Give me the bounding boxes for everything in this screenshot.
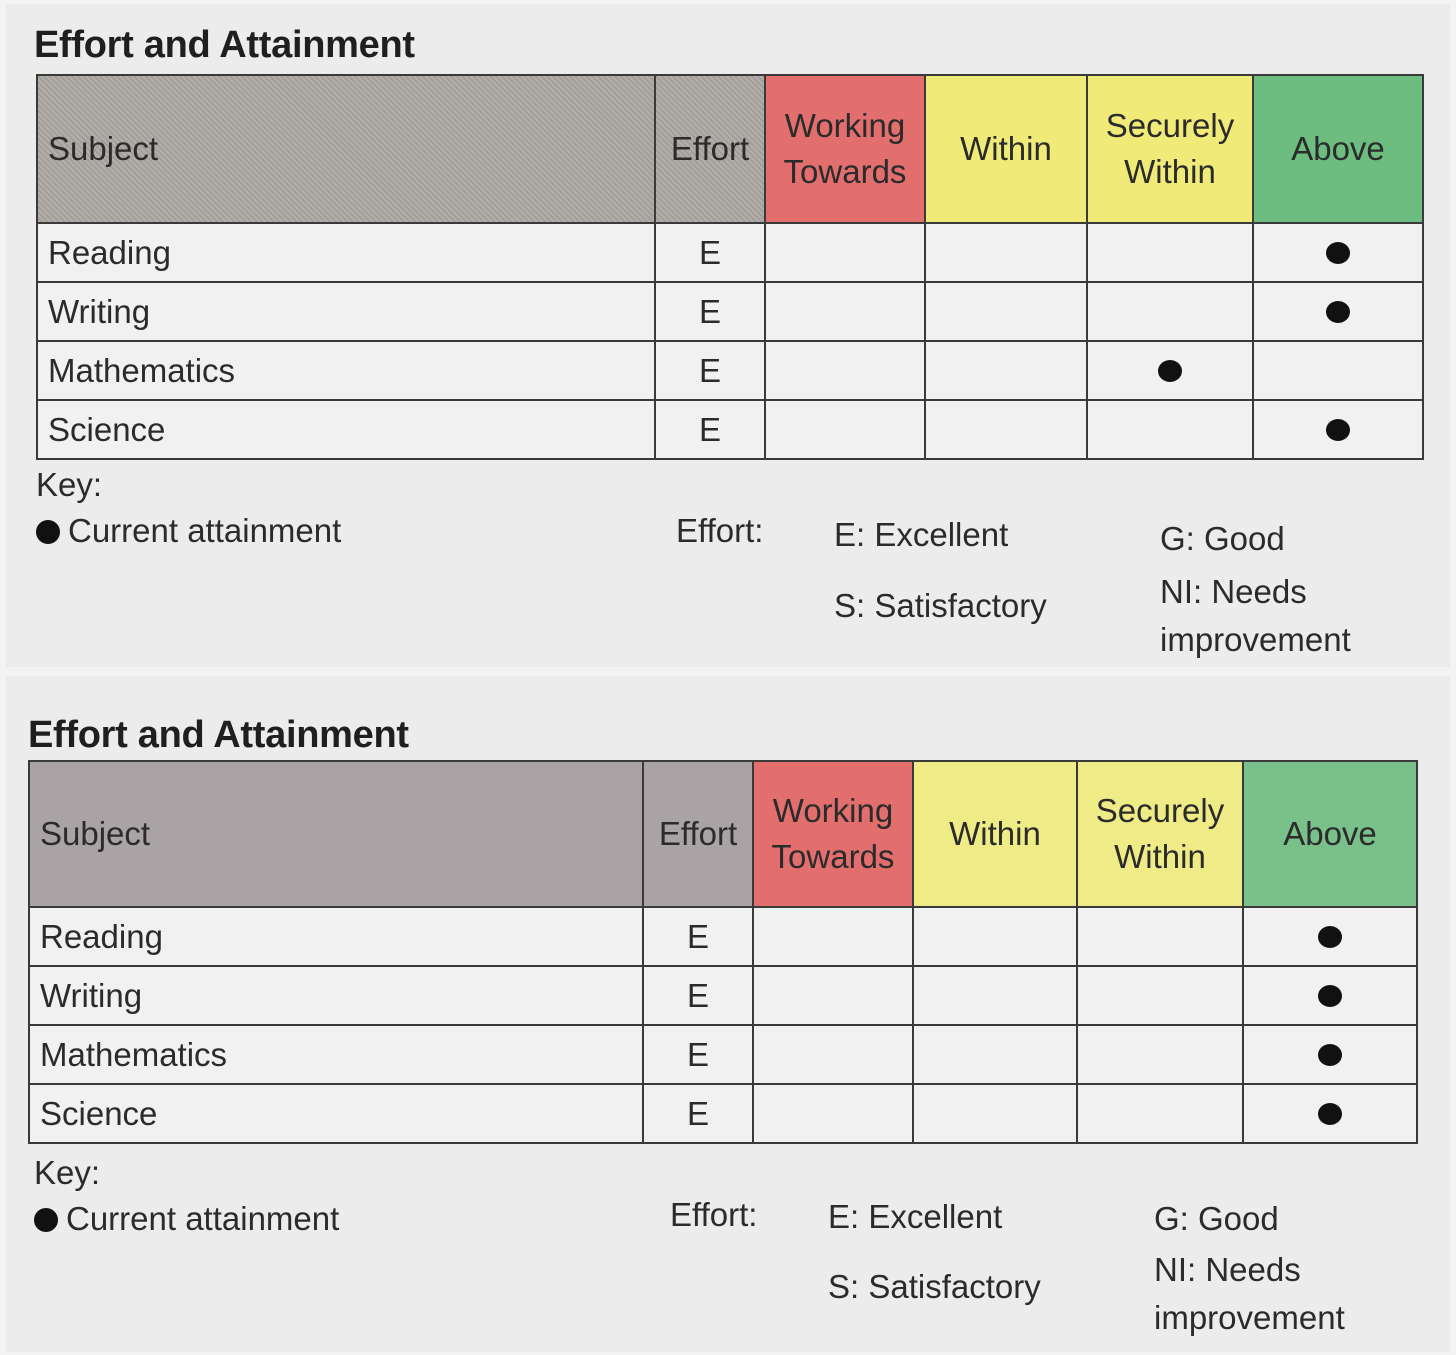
above-cell xyxy=(1243,1025,1417,1084)
working-towards-cell xyxy=(753,966,913,1025)
header-effort: Effort xyxy=(643,761,753,907)
header-working-towards: Working Towards xyxy=(765,75,925,223)
attainment-marker-icon xyxy=(1158,360,1182,382)
subject-cell: Writing xyxy=(37,282,655,341)
attainment-table xyxy=(28,760,1418,1144)
key-excellent: E: Excellent xyxy=(828,1198,1003,1235)
key-label: Key: xyxy=(34,1154,101,1191)
within-cell xyxy=(913,966,1077,1025)
attainment-marker-icon xyxy=(1318,985,1342,1007)
securely-within-cell xyxy=(1087,341,1253,400)
key-effort-label: Effort: xyxy=(670,1196,758,1233)
table-row xyxy=(29,907,1417,966)
key-good: G: Good xyxy=(1160,520,1285,557)
attainment-table xyxy=(36,74,1424,460)
above-cell xyxy=(1253,282,1423,341)
working-towards-cell xyxy=(765,400,925,459)
securely-within-cell xyxy=(1087,400,1253,459)
table-row xyxy=(37,223,1423,282)
within-cell xyxy=(925,400,1087,459)
attainment-marker-icon xyxy=(1326,301,1350,323)
working-towards-cell xyxy=(753,1025,913,1084)
securely-within-cell xyxy=(1077,1084,1243,1143)
header-subject: Subject xyxy=(37,75,655,223)
header-working-towards: Working Towards xyxy=(753,761,913,907)
key-needs-improvement: NI: Needs improvement xyxy=(1160,573,1351,658)
header-effort: Effort xyxy=(655,75,765,223)
key-needs-improvement: NI: Needs improvement xyxy=(1154,1251,1345,1336)
effort-cell: E xyxy=(643,966,753,1025)
attainment-marker-icon xyxy=(1318,1103,1342,1125)
header-within: Within xyxy=(913,761,1077,907)
subject-cell: Mathematics xyxy=(29,1025,643,1084)
within-cell xyxy=(925,341,1087,400)
working-towards-cell xyxy=(765,282,925,341)
report-panel-bottom xyxy=(6,676,1450,1352)
key-excellent: E: Excellent xyxy=(834,516,1009,553)
attainment-marker-icon xyxy=(1318,1044,1342,1066)
table-row xyxy=(29,1084,1417,1143)
working-towards-cell xyxy=(753,1084,913,1143)
effort-cell: E xyxy=(655,223,765,282)
header-securely-within: Securely Within xyxy=(1077,761,1243,907)
table-body xyxy=(37,223,1423,459)
above-cell xyxy=(1253,223,1423,282)
effort-cell: E xyxy=(655,400,765,459)
securely-within-cell xyxy=(1087,282,1253,341)
above-cell xyxy=(1253,400,1423,459)
header-above: Above xyxy=(1253,75,1423,223)
above-cell xyxy=(1243,907,1417,966)
working-towards-cell xyxy=(753,907,913,966)
bullet-icon xyxy=(36,520,60,544)
attainment-marker-icon xyxy=(1326,419,1350,441)
subject-cell: Reading xyxy=(37,223,655,282)
within-cell xyxy=(913,1084,1077,1143)
securely-within-cell xyxy=(1077,907,1243,966)
securely-within-cell xyxy=(1087,223,1253,282)
working-towards-cell xyxy=(765,223,925,282)
table-row xyxy=(37,282,1423,341)
key-effort-label: Effort: xyxy=(676,512,764,549)
table-row xyxy=(29,1025,1417,1084)
within-cell xyxy=(925,282,1087,341)
report-panel-top xyxy=(6,4,1450,667)
table-row xyxy=(37,400,1423,459)
table-row xyxy=(29,966,1417,1025)
above-cell xyxy=(1243,1084,1417,1143)
table-body xyxy=(29,907,1417,1143)
key-label: Key: xyxy=(36,466,103,503)
effort-cell: E xyxy=(643,1025,753,1084)
effort-cell: E xyxy=(655,341,765,400)
key-current-attainment: Current attainment xyxy=(34,1200,339,1238)
section-title: Effort and Attainment xyxy=(34,24,415,66)
effort-cell: E xyxy=(643,907,753,966)
header-above: Above xyxy=(1243,761,1417,907)
subject-cell: Mathematics xyxy=(37,341,655,400)
subject-cell: Science xyxy=(29,1084,643,1143)
header-securely-within: Securely Within xyxy=(1087,75,1253,223)
securely-within-cell xyxy=(1077,1025,1243,1084)
subject-cell: Science xyxy=(37,400,655,459)
attainment-marker-icon xyxy=(1318,926,1342,948)
within-cell xyxy=(913,907,1077,966)
effort-cell: E xyxy=(643,1084,753,1143)
bullet-icon xyxy=(34,1208,58,1232)
header-within: Within xyxy=(925,75,1087,223)
above-cell xyxy=(1243,966,1417,1025)
working-towards-cell xyxy=(765,341,925,400)
attainment-marker-icon xyxy=(1326,242,1350,264)
section-title: Effort and Attainment xyxy=(28,714,409,756)
above-cell xyxy=(1253,341,1423,400)
effort-cell: E xyxy=(655,282,765,341)
key-good: G: Good xyxy=(1154,1200,1279,1237)
within-cell xyxy=(913,1025,1077,1084)
subject-cell: Reading xyxy=(29,907,643,966)
key-satisfactory: S: Satisfactory xyxy=(828,1268,1041,1305)
header-subject: Subject xyxy=(29,761,643,907)
securely-within-cell xyxy=(1077,966,1243,1025)
within-cell xyxy=(925,223,1087,282)
key-current-attainment: Current attainment xyxy=(36,512,341,550)
key-satisfactory: S: Satisfactory xyxy=(834,587,1047,624)
subject-cell: Writing xyxy=(29,966,643,1025)
table-row xyxy=(37,341,1423,400)
